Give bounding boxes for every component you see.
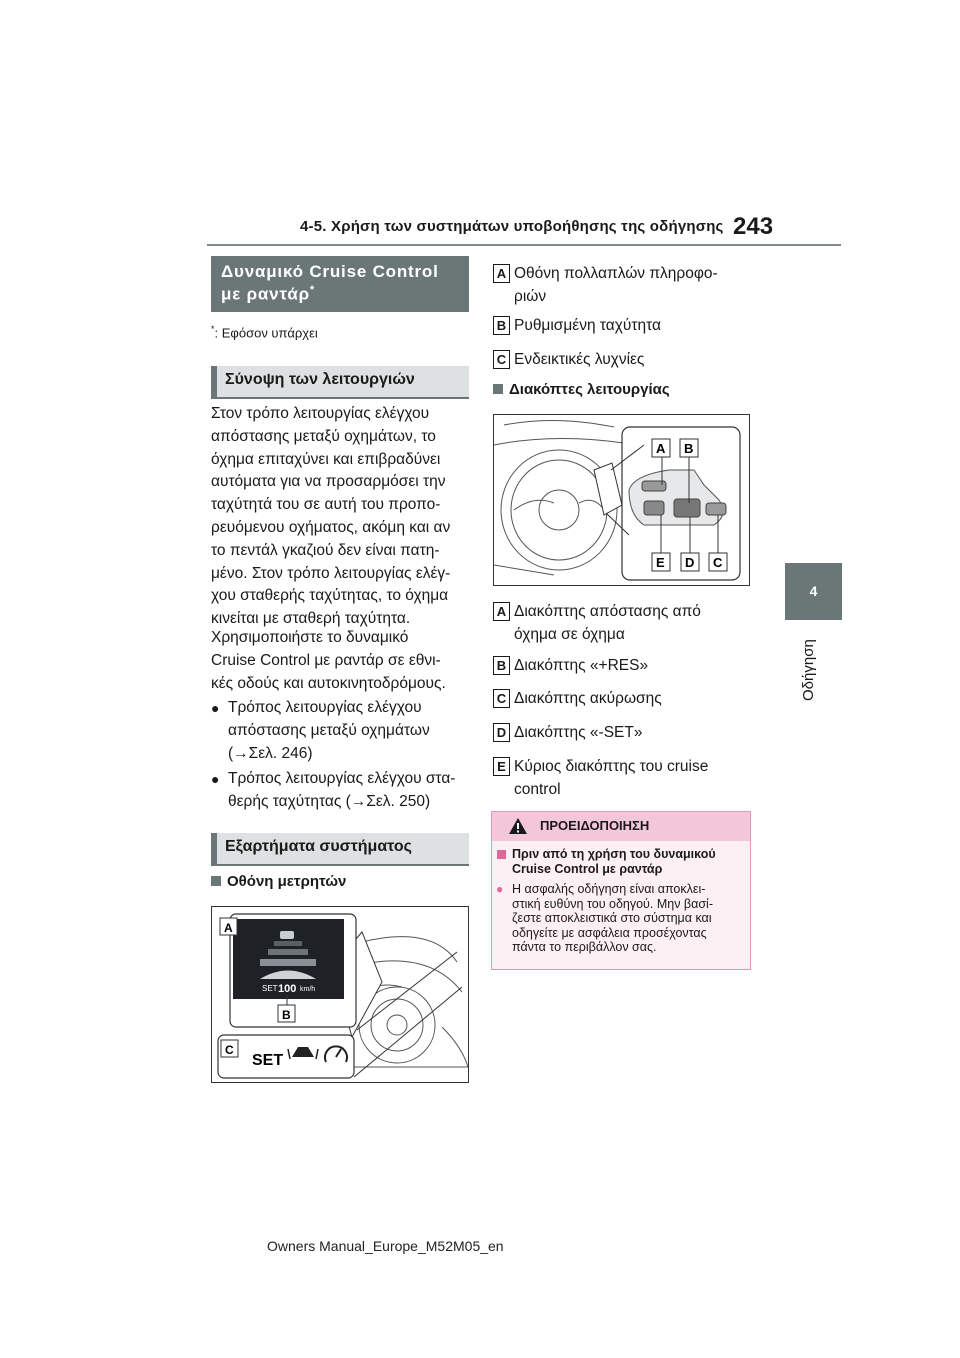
switch-figure — [493, 414, 750, 586]
section-header: 4-5. Χρήση των συστημάτων υποβοήθησης της οδήγησης — [300, 218, 724, 235]
chapter-label: Οδήγηση — [800, 639, 817, 701]
callout-b: B — [282, 1008, 291, 1022]
item-letter-badge: A — [493, 602, 510, 621]
set-indicator: SET — [252, 1052, 284, 1069]
bullet-item: ● Τρόπος λειτουργίας ελέγχου απόστασης μεταξύ οχημάτων (→Σελ. 246) — [211, 697, 473, 765]
list-item: C Ενδεικτικές λυχνίες — [493, 350, 510, 369]
callout-d: D — [685, 555, 695, 570]
list-item: D Διακόπτης «-SET» — [493, 723, 510, 742]
summary-heading: Σύνοψη των λειτουργιών — [211, 366, 469, 397]
item-letter-badge: D — [493, 723, 510, 742]
page-reference-link[interactable]: (→Σελ. 246) — [228, 744, 313, 762]
switch-subheading: Διακόπτες λειτουργίας — [493, 381, 670, 398]
warning-text: Η ασφαλής οδήγηση είναι αποκλει- στική ευθύνη του οδηγού. Μην βασί- ζεστε αποκλειστικά στο σύστημα και οδηγείτε με ασφάλεια προσέχοντας πάντα το περιβάλλον σας. — [512, 882, 714, 954]
meter-illustration — [212, 907, 468, 1082]
meter-speed: 100 — [278, 983, 297, 995]
components-heading: Εξαρτήματα συστήματος — [211, 833, 469, 864]
item-letter-badge: E — [493, 757, 510, 776]
meter-unit: km/h — [300, 986, 316, 993]
item-letter-badge: A — [493, 264, 510, 283]
callout-b: B — [684, 441, 694, 456]
square-bullet-icon — [211, 876, 221, 886]
page-reference-link[interactable]: θερής ταχύτητας (→Σελ. 250) — [228, 792, 431, 810]
warning-title: ΠΡΟΕΙΔΟΠΟΙΗΣΗ — [540, 818, 650, 833]
item-letter-badge: B — [493, 656, 510, 675]
list-item: B Διακόπτης «+RES» — [493, 656, 510, 675]
bullet-dot-icon: ● — [496, 882, 504, 896]
callout-e: E — [656, 555, 665, 570]
components-heading-rule — [211, 864, 469, 866]
summary-paragraph-2: Χρησιμοποιήστε το δυναμικό Cruise Control με ραντάρ σε εθνι- κές οδούς και αυτοκινητοδρόμους. — [211, 629, 446, 692]
footnote: *: Εφόσον υπάρχει — [211, 324, 318, 341]
header-rule — [207, 244, 841, 246]
list-item: A Διακόπτης απόστασης από όχημα σε όχημα — [493, 602, 510, 621]
callout-c: C — [713, 555, 723, 570]
meter-subheading: Οθόνη μετρητών — [211, 873, 346, 890]
warning-box — [491, 811, 751, 970]
item-letter-badge: C — [493, 689, 510, 708]
main-title-box — [211, 256, 469, 312]
bullet-item: ● Τρόπος λειτουργίας ελέγχου στα- θερής ταχύτητας (→Σελ. 250) — [211, 768, 473, 814]
square-bullet-icon — [493, 384, 503, 394]
title-footnote-marker: * — [309, 284, 315, 296]
page-number: 243 — [733, 213, 774, 240]
list-item: A Οθόνη πολλαπλών πληροφο- ριών — [493, 264, 510, 283]
bullet-dot-icon: ● — [211, 700, 220, 716]
callout-c: C — [225, 1043, 234, 1057]
square-bullet-icon — [497, 850, 506, 859]
callout-a: A — [224, 921, 233, 935]
list-item: C Διακόπτης ακύρωσης — [493, 689, 510, 708]
callout-a: A — [656, 441, 666, 456]
main-title-line2: με ραντάρ* — [221, 284, 315, 304]
summary-heading-rule — [211, 397, 469, 399]
list-item: B Ρυθμισμένη ταχύτητα — [493, 316, 510, 335]
list-item: E Κύριος διακόπτης του cruise control — [493, 757, 510, 776]
meter-figure — [211, 906, 469, 1083]
warning-subhead: Πριν από τη χρήση του δυναμικού Cruise Control με ραντάρ — [512, 847, 716, 876]
item-letter-badge: B — [493, 316, 510, 335]
item-letter-badge: C — [493, 350, 510, 369]
meter-set-small: SET — [262, 984, 278, 993]
chapter-tab[interactable]: 4 — [785, 563, 842, 620]
main-title-line1: Δυναμικό Cruise Control — [221, 262, 439, 281]
summary-paragraph-1: Στον τρόπο λειτουργίας ελέγχου απόστασης μεταξύ οχημάτων, το όχημα επιταχύνει και επιβραδύνει αυτόματα για να προσαρμόσει την ταχύτητά του σε αυτή του προπο- ρευόμενου οχήματος, ακόμη και αν το πεντάλ γκαζιού δεν είναι πατη- μένο. Στον τρόπο λειτουργίας ελέγ- χου σταθερής ταχύτητας, το όχημα κινείται με σταθερή ταχύτητα. — [211, 405, 451, 628]
footer-doc-id: Owners Manual_Europe_M52M05_en — [267, 1238, 504, 1254]
steering-switch-illustration — [494, 415, 749, 585]
warning-header — [492, 812, 750, 841]
bullet-dot-icon: ● — [211, 771, 220, 787]
warning-triangle-icon — [508, 817, 528, 835]
